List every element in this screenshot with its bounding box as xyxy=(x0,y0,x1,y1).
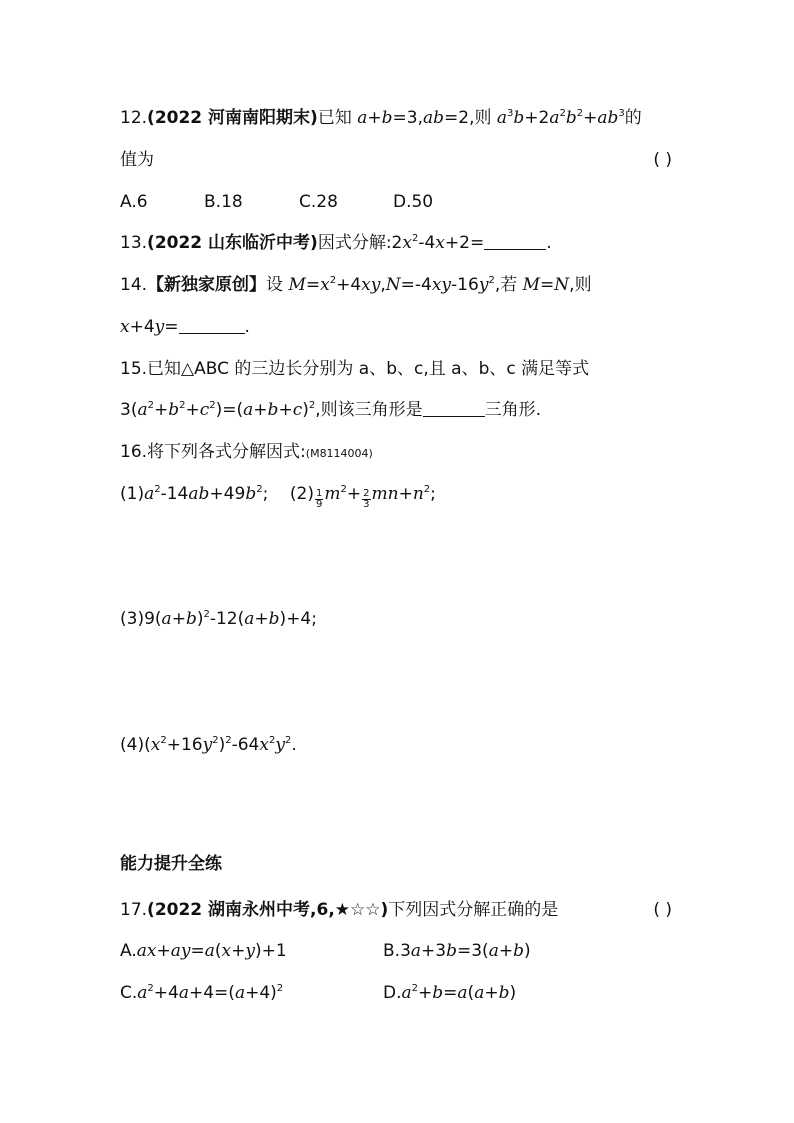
q16-parts-1-2: $(1)a^2-14ab+49b^2$; (2) $\frac{1}{9}$ $m^2+$ $\frac{2}{3}$ $mn+n^2$; xyxy=(120,484,436,510)
q14-line2: x+4y= . xyxy=(120,317,250,337)
q13-source: (2022 山东临沂中考) xyxy=(147,233,318,253)
q17-option-b: B.3a+3b=3(a+b) xyxy=(383,941,531,961)
q14-answer-blank xyxy=(179,317,245,334)
q12-answer-paren: ( ) xyxy=(653,150,672,170)
q12-option-a: A.6 xyxy=(120,192,148,212)
q15-stem-line1: 已知△ABC 的三边长分别为 a、b、c,且 a、b、c 满足等式 xyxy=(147,359,590,379)
q12-source: (2022 河南南阳期末) xyxy=(147,108,318,128)
question-15: 15.已知△ABC 的三边长分别为 a、b、c,且 a、b、c 满足等式 xyxy=(120,359,590,379)
q17-answer-paren: ( ) xyxy=(653,900,672,920)
fraction-two-thirds: $\frac{2}{3}$ xyxy=(363,488,370,510)
q12-option-c: C.28 xyxy=(299,192,338,212)
question-13: 13.(2022 山东临沂中考)因式分解$:2x^2-4x+2=$ . xyxy=(120,233,552,253)
question-14: 14.【新独家原创】设 $M=x^2+4xy,N=-4xy-16y^2$,若 M=N,则 xyxy=(120,275,592,295)
fraction-one-ninth: $\frac{1}{9}$ xyxy=(316,488,323,510)
q16-part-3: $(3)9(a+b)^2-12(a+b)+4$; xyxy=(120,609,317,629)
question-16: 16.将下列各式分解因式:(M8114004) xyxy=(120,442,373,462)
q15-answer-blank xyxy=(423,400,485,417)
q17-option-a: A.ax+ay=a(x+y)+1 xyxy=(120,941,287,961)
question-17: 17.(2022 湖南永州中考,6,★☆☆)下列因式分解正确的是 xyxy=(120,900,559,920)
section-title: 能力提升全练 xyxy=(120,854,222,874)
q14-tag: 【新独家原创】 xyxy=(147,275,267,295)
q12-option-b: B.18 xyxy=(204,192,243,212)
q13-answer-blank xyxy=(484,233,546,250)
q17-source: (2022 湖南永州中考,6,★☆☆) xyxy=(147,900,389,920)
q15-line2: $3(a^2+b^2+c^2)=(a+b+c)^2$,则该三角形是 三角形. xyxy=(120,400,542,420)
q16-part-4: $(4)(x^2+16y^2)^2-64x^2y^2$. xyxy=(120,735,297,755)
q12-number: 12. xyxy=(120,108,148,128)
q17-option-c: $C.a^2+4a+4=(a+4)^2$ xyxy=(120,983,284,1003)
q12-option-d: D.50 xyxy=(393,192,434,212)
q16-code: (M8114004) xyxy=(305,447,373,460)
q12-stem-line2: 值为 xyxy=(120,150,154,170)
question-12: 12.(2022 河南南阳期末)已知 a+b=3,ab=2,则 $a^3b+2a^2b^2+ab^3$的 xyxy=(120,108,642,128)
q17-option-d: $D.a^2+b=a(a+b)$ xyxy=(383,983,517,1003)
